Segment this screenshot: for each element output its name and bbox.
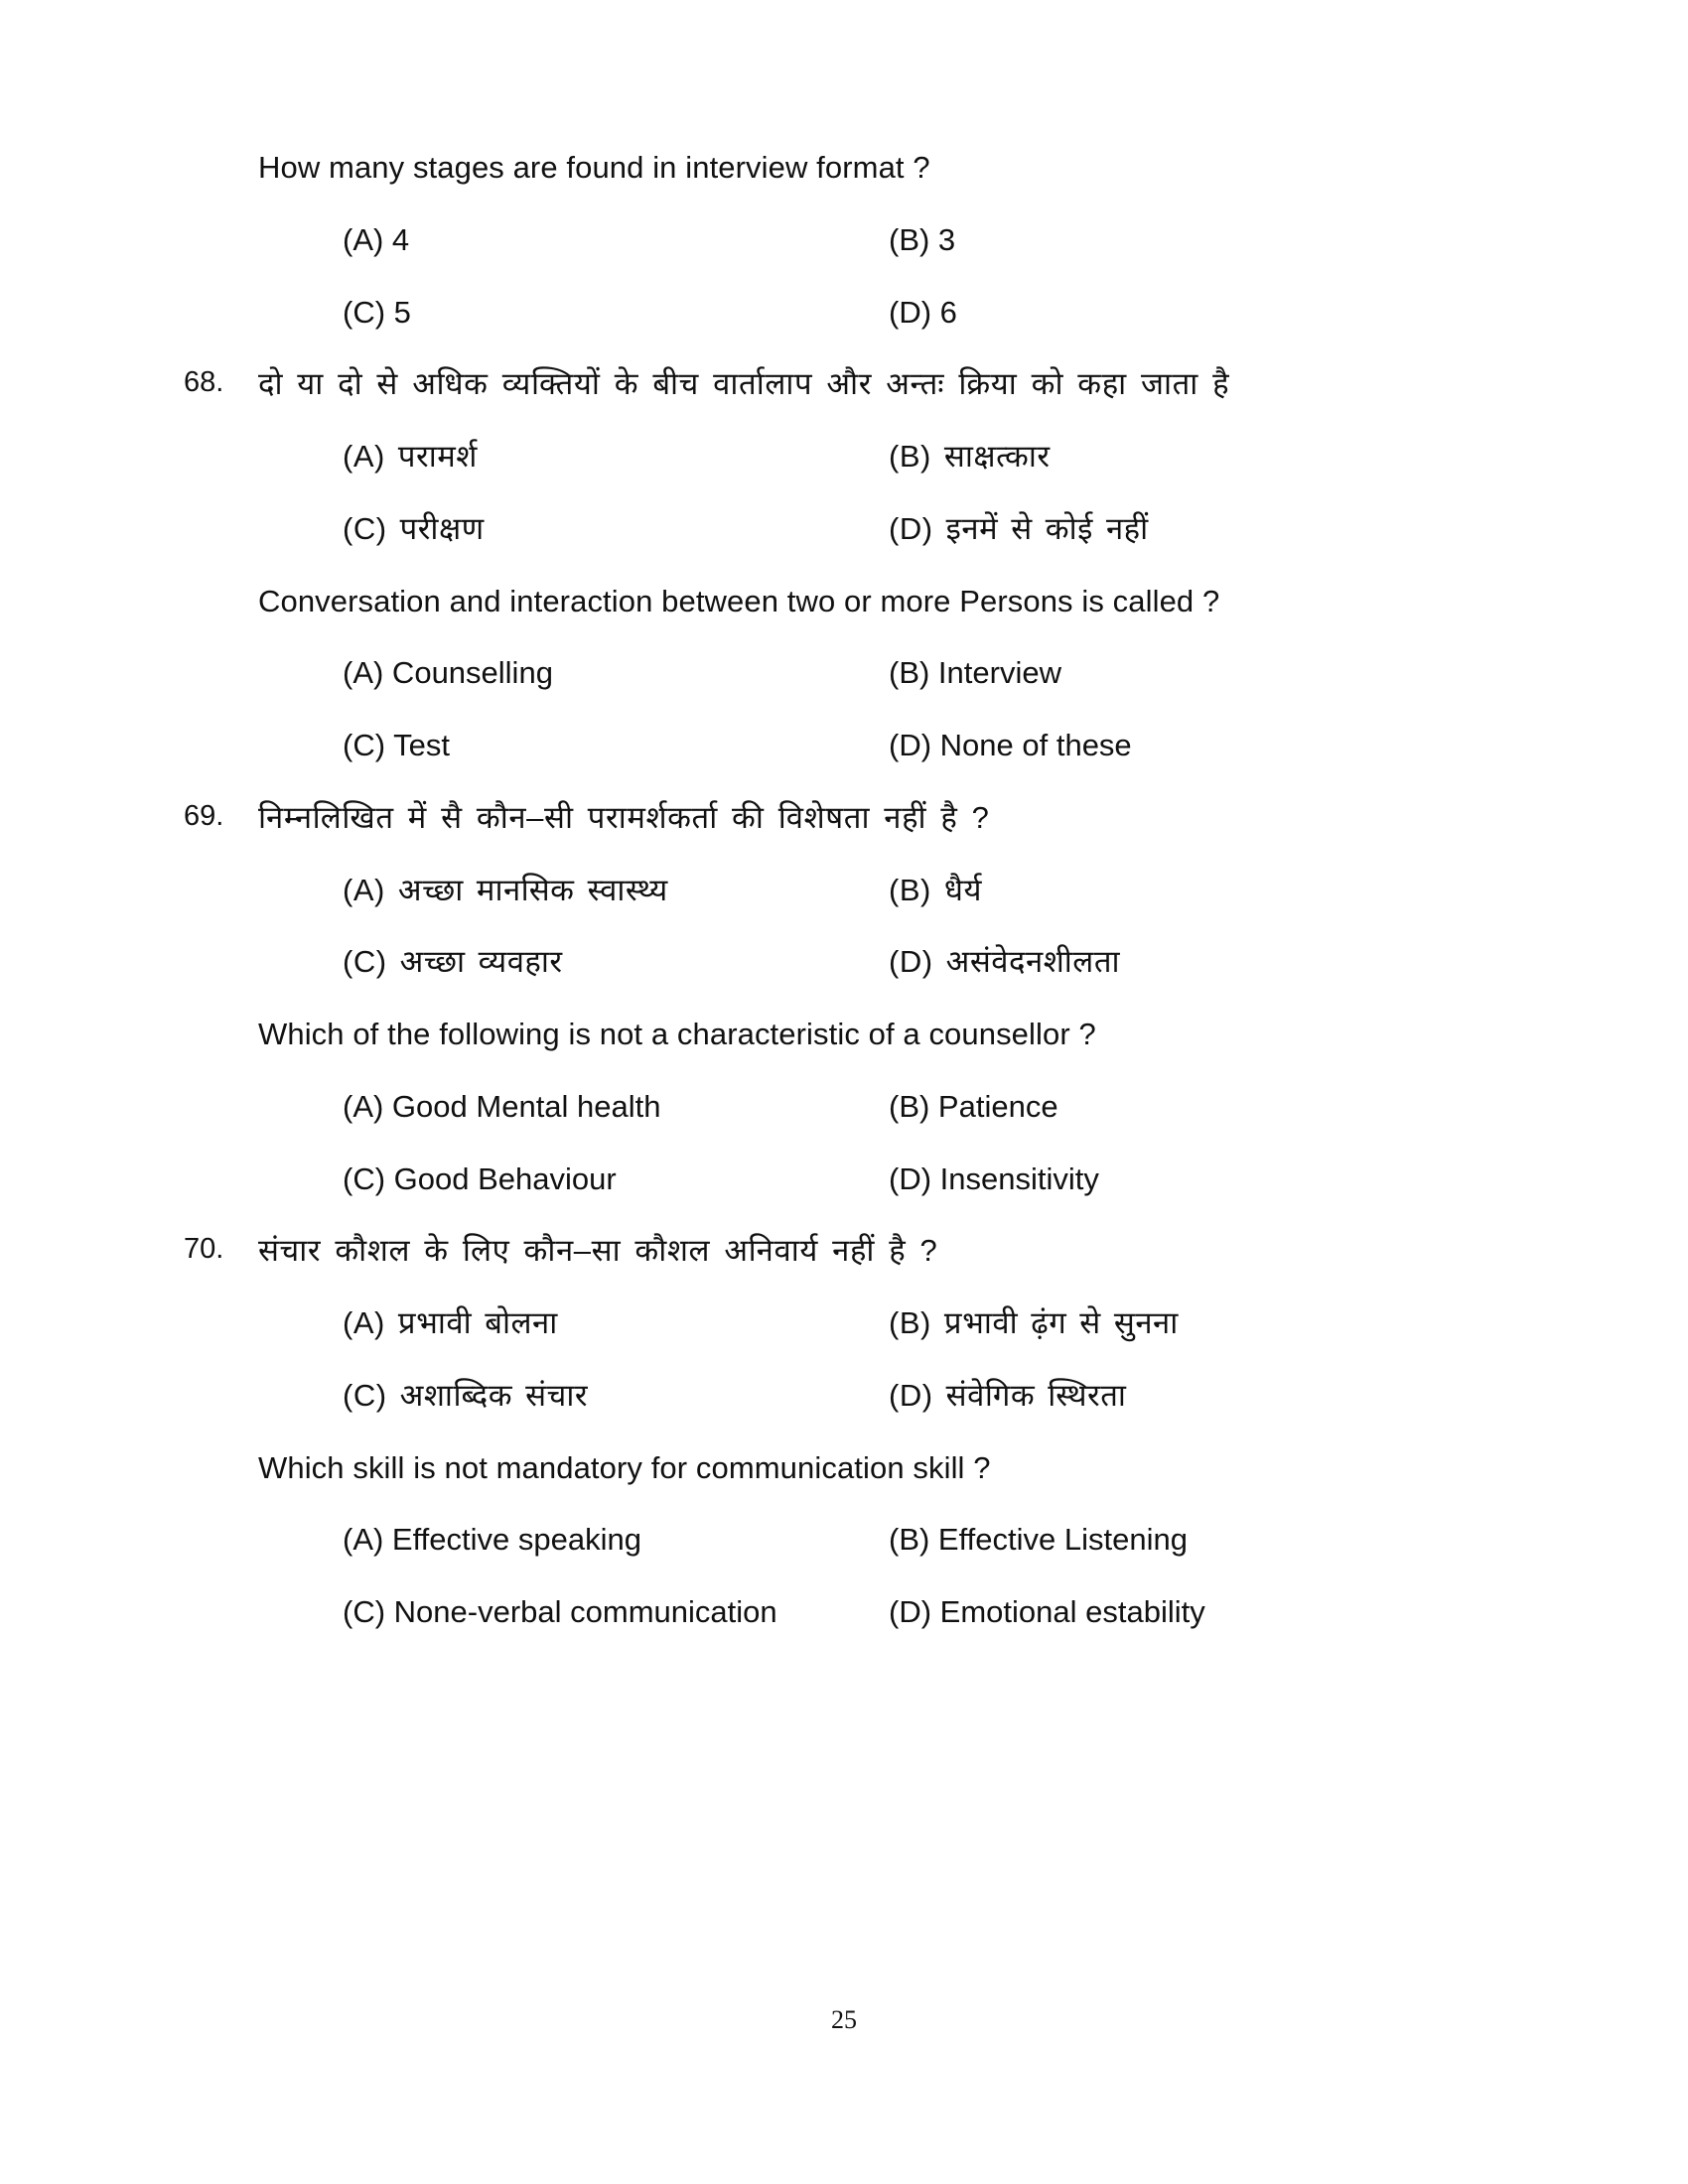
- question-stem-hindi: संचार कौशल के लिए कौन–सा कौशल अनिवार्य नहीं है ?: [258, 1233, 938, 1269]
- question-number: 70.: [184, 1233, 224, 1266]
- option-a[interactable]: (A) Effective speaking: [343, 1522, 641, 1558]
- option-a[interactable]: (A) अच्छा मानसिक स्वास्थ्य: [343, 872, 668, 907]
- option-row: [343, 654, 1688, 693]
- options-english: [0, 1088, 1688, 1199]
- option-a[interactable]: (A) 4: [343, 221, 410, 257]
- option-b[interactable]: (B) धैर्य: [889, 872, 982, 907]
- option-a[interactable]: (A) प्रभावी बोलना: [343, 1305, 558, 1340]
- option-d[interactable]: (D) संवेगिक स्थिरता: [889, 1377, 1127, 1413]
- option-row: [343, 221, 1688, 260]
- option-row: [343, 1088, 1688, 1127]
- option-row: [343, 1377, 1688, 1416]
- question-stem-hindi: दो या दो से अधिक व्यक्तियों के बीच वार्तालाप और अन्तः क्रिया को कहा जाता है: [258, 366, 1230, 402]
- option-c[interactable]: (C) अच्छा व्यवहार: [343, 944, 563, 980]
- question-stem-hindi: निम्नलिखित में सै कौन–सी परामर्शकर्ता की विशेषता नहीं है ?: [258, 799, 990, 835]
- option-c[interactable]: (C) Good Behaviour: [343, 1160, 617, 1196]
- option-b[interactable]: (B) 3: [889, 221, 956, 257]
- option-row: [343, 1160, 1688, 1199]
- options-hindi: [0, 872, 1688, 983]
- options-hindi: [0, 1304, 1688, 1416]
- option-a[interactable]: (A) परामर्श: [343, 439, 478, 474]
- option-row: [343, 872, 1688, 910]
- question-stem-english: Conversation and interaction between two or more Persons is called ?: [258, 583, 1220, 618]
- option-row: [343, 294, 1688, 333]
- option-row: [343, 1304, 1688, 1343]
- option-row: [343, 943, 1688, 982]
- option-d[interactable]: (D) 6: [889, 294, 957, 330]
- question-stem-row-english: [0, 583, 1688, 621]
- option-a[interactable]: (A) Good Mental health: [343, 1088, 661, 1124]
- option-b[interactable]: (B) Patience: [889, 1088, 1058, 1124]
- option-d[interactable]: (D) Insensitivity: [889, 1160, 1099, 1196]
- question-list: [0, 149, 1688, 1666]
- option-c[interactable]: (C) None-verbal communication: [343, 1594, 777, 1629]
- option-d[interactable]: (D) इनमें से कोई नहीं: [889, 510, 1149, 546]
- question-stem-row-hindi: [0, 1232, 1688, 1271]
- question-number: 69.: [184, 799, 224, 832]
- option-d[interactable]: (D) असंवेदनशीलता: [889, 944, 1121, 980]
- option-b[interactable]: (B) Interview: [889, 655, 1061, 691]
- page-number: 25: [831, 2005, 857, 2034]
- option-c[interactable]: (C) अशाब्दिक संचार: [343, 1377, 589, 1413]
- option-b[interactable]: (B) Effective Listening: [889, 1522, 1188, 1558]
- question-block-70: [0, 1232, 1688, 1632]
- options-hindi: [0, 438, 1688, 549]
- question-stem-row-english: [0, 1449, 1688, 1488]
- question-block-67-continued: [0, 149, 1688, 332]
- options-english: [0, 1521, 1688, 1632]
- option-c[interactable]: (C) 5: [343, 294, 411, 330]
- option-row: [343, 510, 1688, 549]
- option-b[interactable]: (B) साक्षत्कार: [889, 439, 1051, 474]
- option-row: [343, 1521, 1688, 1560]
- question-stem-row-hindi: [0, 799, 1688, 838]
- option-c[interactable]: (C) परीक्षण: [343, 510, 485, 546]
- question-stem-row-hindi: [0, 365, 1688, 404]
- option-row: [343, 1593, 1688, 1632]
- question-number: 68.: [184, 366, 224, 399]
- option-d[interactable]: (D) None of these: [889, 728, 1132, 762]
- option-c[interactable]: (C) Test: [343, 728, 450, 762]
- question-block-68: [0, 365, 1688, 765]
- question-stem-row: [0, 149, 1688, 188]
- question-stem-row-english: [0, 1016, 1688, 1054]
- question-stem-english: Which of the following is not a characteristic of a counsellor ?: [258, 1017, 1096, 1051]
- option-b[interactable]: (B) प्रभावी ढ़ंग से सुनना: [889, 1305, 1179, 1340]
- question-stem-english: Which skill is not mandatory for communication skill ?: [258, 1449, 991, 1485]
- options-english: [0, 221, 1688, 333]
- question-stem-english: How many stages are found in interview format ?: [258, 150, 930, 185]
- option-d[interactable]: (D) Emotional estability: [889, 1594, 1205, 1629]
- option-row: [343, 727, 1688, 765]
- options-english: [0, 654, 1688, 765]
- option-row: [343, 438, 1688, 477]
- option-a[interactable]: (A) Counselling: [343, 655, 553, 691]
- question-block-69: [0, 799, 1688, 1199]
